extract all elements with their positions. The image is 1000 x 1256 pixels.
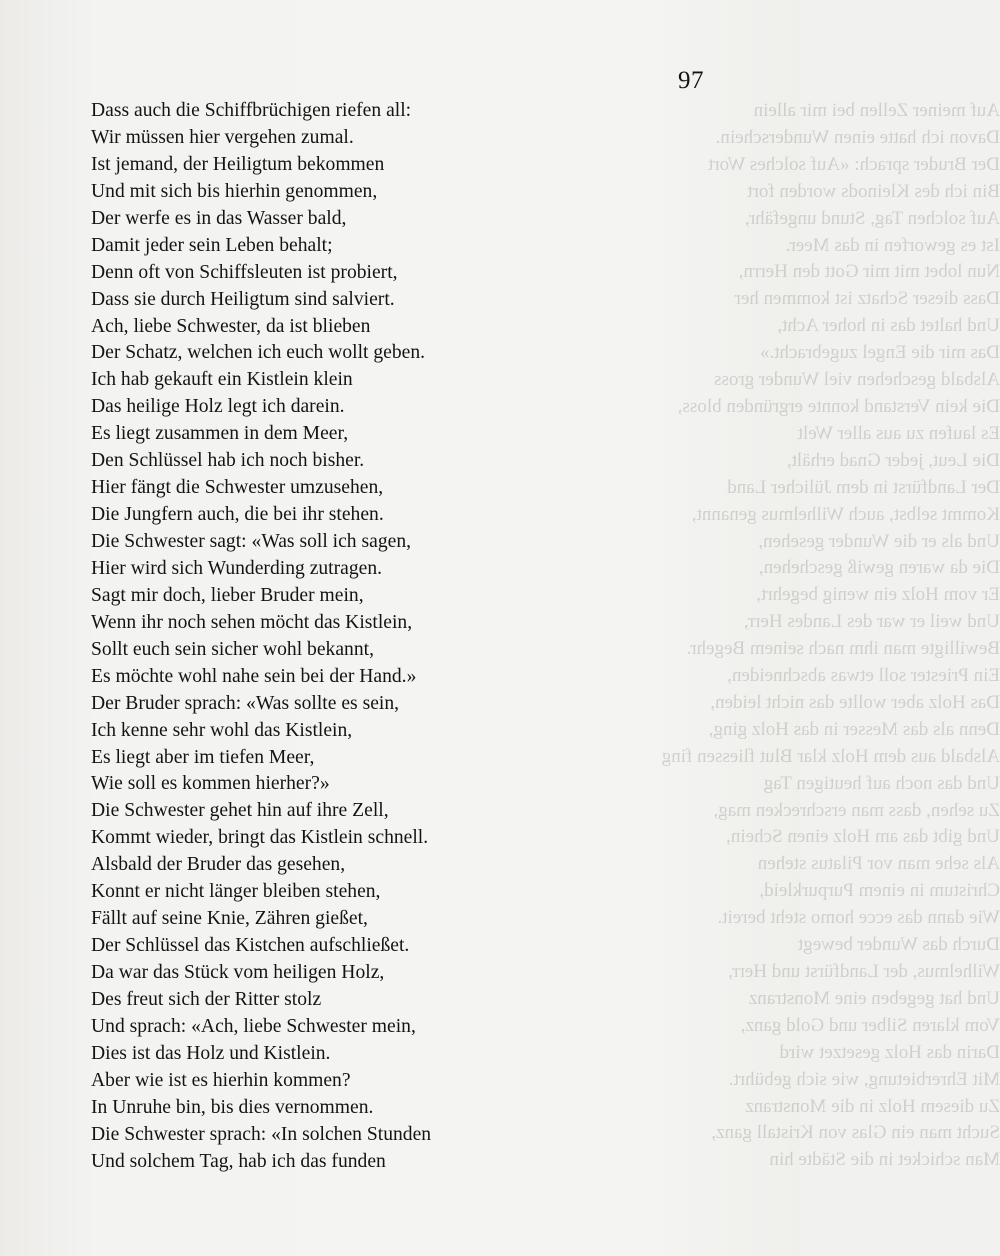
show-through-line: Und das noch auf heutigen Tag — [763, 772, 1000, 794]
show-through-line: Nun lobet mit mir Gott den Herrn, — [738, 261, 1000, 283]
show-through-line: Und weil er war des Landes Herr, — [743, 611, 1000, 633]
show-through-line: Mit Ehrerbietung, wie sich gebührt. — [728, 1068, 1000, 1090]
show-through-line: Wie dann das ecce homo steht bereit. — [717, 907, 1000, 929]
verse-line: Da war das Stück vom heiligen Holz, — [91, 962, 385, 983]
verse-line: Den Schlüssel hab ich noch bisher. — [91, 450, 365, 472]
show-through-line: Es laufen zu aus aller Welt — [797, 422, 1000, 444]
verse-line: Hier fängt die Schwester umzusehen, — [91, 477, 384, 499]
show-through-line: Davon ich hatte einen Wunderschein. — [715, 126, 1000, 148]
show-through-line: Darin das Holz gesetzet wird — [779, 1041, 1000, 1063]
verse-line: Dies ist das Holz und Kistlein. — [91, 1042, 331, 1064]
show-through-line: Die kein Verstand konnte ergründen bloss, — [677, 395, 1000, 417]
verse-line: Wie soll es kommen hierher?» — [91, 773, 330, 795]
show-through-line: Und gibt das am Holz einen Schein, — [726, 826, 1000, 848]
verse-line: In Unruhe bin, bis dies vernommen. — [91, 1096, 374, 1118]
verse-line: Es liegt aber im tiefen Meer, — [91, 746, 315, 768]
verse-line: Die Schwester gehet hin auf ihre Zell, — [91, 800, 389, 822]
verse-line: Kommt wieder, bringt das Kistlein schnell. — [91, 827, 429, 849]
show-through-line: Bin ich des Kleinods worden fort — [747, 180, 1000, 202]
verse-line: Sollt euch sein sicher wohl bekannt, — [91, 638, 374, 660]
poem-verse — [91, 98, 691, 1176]
verse-line: Der Bruder sprach: «Was sollte es sein, — [91, 692, 400, 714]
verse-line: Damit jeder sein Leben behalt; — [91, 234, 333, 256]
show-through-line: Ist es geworfen in das Meer. — [785, 234, 1000, 256]
show-through-line: Durch das Wunder bewegt — [797, 934, 1000, 956]
verse-line: Hier wird sich Wunderding zutragen. — [91, 557, 383, 579]
show-through-line: Auf meiner Zellen bei mir allein — [753, 100, 1000, 121]
verse-line: Das heilige Holz legt ich darein. — [91, 396, 345, 418]
show-through-line: Die Leut, jeder Gnad erhält, — [786, 449, 1000, 471]
verse-line: Der werfe es in das Wasser bald, — [91, 207, 347, 229]
show-through-line: Der Landfürst in dem Jülicher Land — [727, 476, 1000, 498]
show-through-line: Dass dieser Schatz ist kommen her — [734, 288, 1000, 310]
verse-line: Alsbald der Bruder das gesehen, — [91, 854, 346, 876]
show-through-line: Kommt selbst, auch Wilhelmus genannt, — [691, 503, 1000, 525]
verse-line: Und sprach: «Ach, liebe Schwester mein, — [91, 1015, 416, 1037]
verse-line: Und solchem Tag, hab ich das funden — [91, 1150, 386, 1172]
verse-line: Ich kenne sehr wohl das Kistlein, — [91, 719, 353, 741]
verse-line: Aber wie ist es hierhin kommen? — [91, 1069, 351, 1091]
verse-line: Und mit sich bis hierhin genommen, — [91, 180, 378, 202]
show-through-line: Zu sehen, dass man erschrecken mag, — [713, 799, 1000, 821]
show-through-line: Und haltet das in hoher Acht, — [777, 315, 1000, 337]
show-through-line: Vom klaren Silber und Gold ganz, — [740, 1014, 1000, 1036]
show-through-line: Er vom Holz ein wenig begehrt, — [756, 584, 1000, 606]
show-through-line: Wilhelmus, der Landfürst und Herr, — [728, 961, 1000, 982]
show-through-line: Die da waren gewiß geschehen, — [758, 557, 1000, 579]
verse-line: Dass auch die Schiffbrüchigen riefen all: — [91, 100, 412, 121]
show-through-line: Alsbald geschehen viel Wunder gross — [714, 369, 1000, 391]
verse-line: Es liegt zusammen in dem Meer, — [91, 423, 349, 445]
show-through-line: Und als er die Wunder gesehen, — [758, 530, 1000, 552]
show-through-line: Denn als das Messer in das Holz ging, — [708, 718, 1000, 740]
verse-line: Es möchte wohl nahe sein bei der Hand.» — [91, 665, 417, 687]
show-through-line: Der Bruder sprach: «Auf solches Wort — [707, 153, 1000, 175]
verse-line: Denn oft von Schiffsleuten ist probiert, — [91, 261, 398, 283]
verse-line: Ist jemand, der Heiligtum bekommen — [91, 153, 385, 175]
show-through-line: Ein Priester soll etwas abschneiden, — [727, 665, 1000, 687]
verse-line: Die Jungfern auch, die bei ihr stehen. — [91, 504, 384, 526]
page-number: 97 — [678, 67, 704, 94]
show-through-line: Das Holz aber wollte das nicht leiden, — [710, 691, 1000, 713]
show-through-line: Als sehe man vor Pilatus stehen — [757, 853, 1000, 875]
verse-line: Sagt mir doch, lieber Bruder mein, — [91, 584, 364, 606]
verse-line: Fällt auf seine Knie, Zähren gießet, — [91, 908, 368, 930]
verse-line: Konnt er nicht länger bleiben stehen, — [91, 881, 381, 903]
show-through-line: Sucht man ein Glas von Kristall ganz, — [711, 1122, 1000, 1144]
verse-line: Des freut sich der Ritter stolz — [91, 988, 322, 1010]
show-through-line: Bewilligte man ihm nach seinem Begehr. — [686, 638, 1000, 660]
verse-line: Wir müssen hier vergehen zumal. — [91, 126, 354, 148]
show-through-line: Zu diesem Holz in die Monstranz — [745, 1095, 1000, 1117]
show-through-line: Christum in einem Purpurkleid, — [759, 880, 1000, 902]
verse-line: Die Schwester sprach: «In solchen Stunden — [91, 1123, 432, 1145]
verse-line: Wenn ihr noch sehen möcht das Kistlein, — [91, 611, 413, 633]
verse-line: Der Schatz, welchen ich euch wollt geben. — [91, 342, 426, 364]
show-through-line: Und hat gegeben eine Monstranz — [748, 987, 1000, 1009]
verse-line: Ach, liebe Schwester, da ist blieben — [91, 315, 371, 337]
show-through-line: Man schicket in die Städte hin — [769, 1149, 1000, 1171]
verse-line: Ich hab gekauft ein Kistlein klein — [91, 369, 353, 391]
show-through-line: Das mir die Engel zugebracht.» — [759, 342, 1000, 364]
verse-line: Der Schlüssel das Kistchen aufschließet. — [91, 935, 410, 957]
verse-line: Die Schwester sagt: «Was soll ich sagen, — [91, 531, 412, 552]
verse-line: Dass sie durch Heiligtum sind salviert. — [91, 288, 395, 310]
show-through-line: Auf solchen Tag, Stund ungefähr, — [744, 207, 1000, 229]
show-through-line: Alsbald aus dem Holz klar Blut fliessen fing — [661, 745, 1000, 767]
